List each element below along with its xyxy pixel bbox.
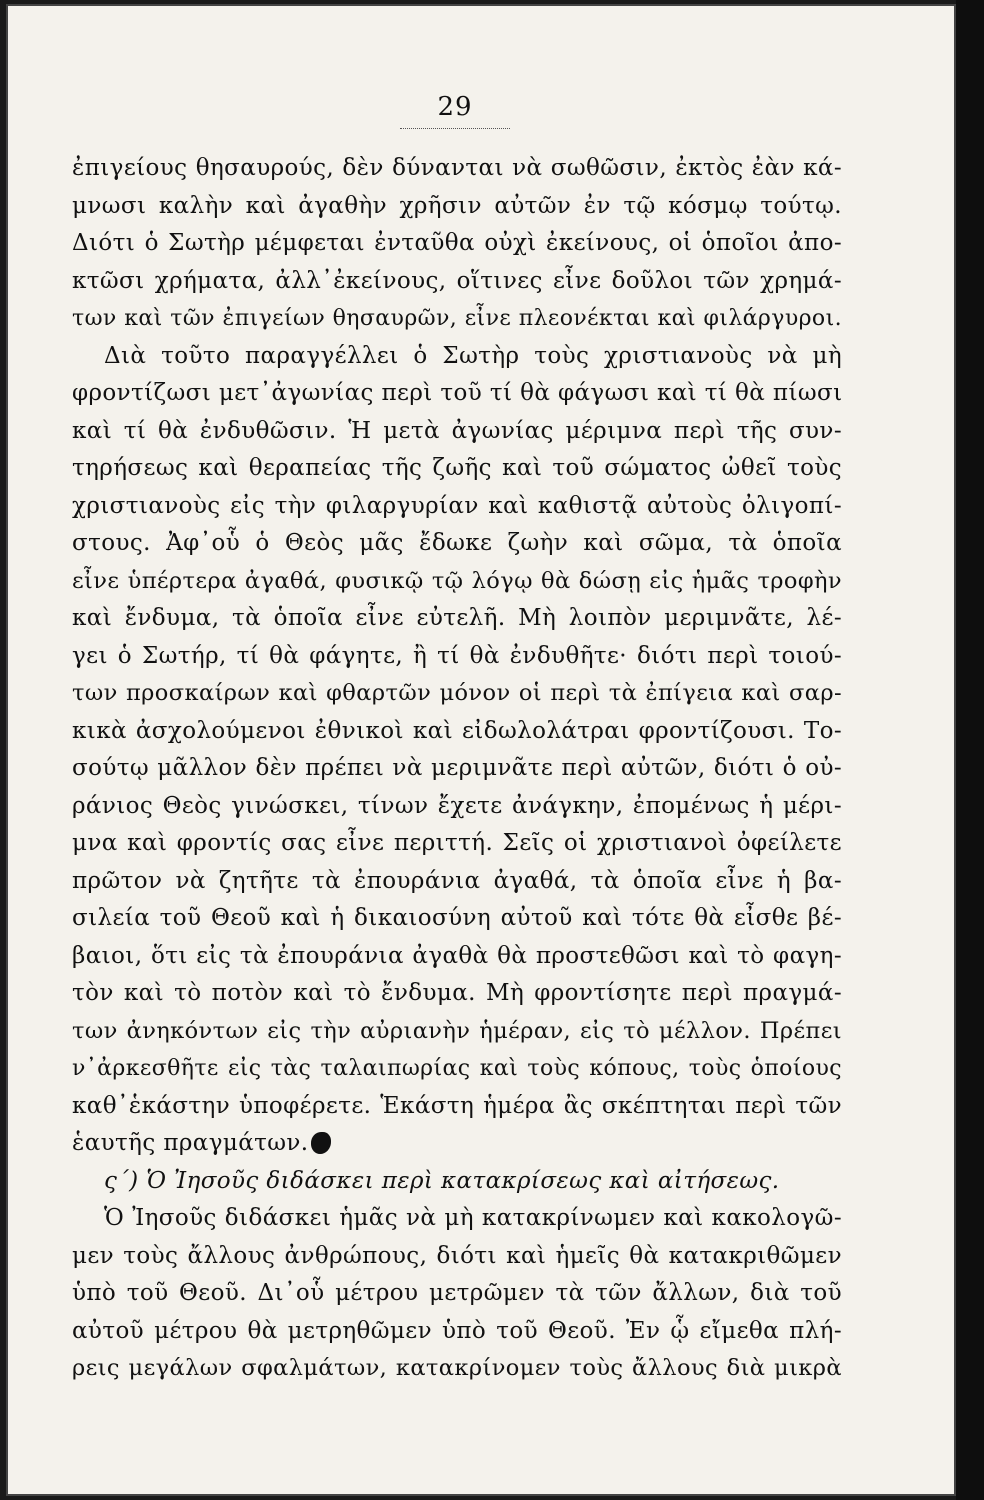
- text-line: καθ᾽ἑκάστην ὑποφέρετε. Ἑκάστη ἡμέρα ἂς σκέπτηται περὶ τῶν: [72, 1092, 842, 1119]
- text-line: μεν τοὺς ἄλλους ἀνθρώπους, διότι καὶ ἡμεῖς θὰ κατακριθῶμεν: [72, 1242, 842, 1269]
- page-number-rule: [400, 128, 510, 129]
- text-line: κικὰ ἀσχολούμενοι ἐθνικοὶ καὶ εἰδωλολάτραι φροντίζουσι. Το-: [72, 717, 842, 744]
- text-line: των ἀνηκόντων εἰς τὴν αὐριανὴν ἡμέραν, εἰς τὸ μέλλον. Πρέπει: [72, 1017, 842, 1044]
- text-line: σιλεία τοῦ Θεοῦ καὶ ἡ δικαιοσύνη αὐτοῦ καὶ τότε θὰ εἶσθε βέ-: [72, 905, 842, 931]
- text-line: σούτῳ μᾶλλον δὲν πρέπει νὰ μεριμνᾶτε περὶ αὐτῶν, διότι ὁ οὐ-: [72, 755, 842, 781]
- text-line: Ὁ Ἰησοῦς διδάσκει ἡμᾶς νὰ μὴ κατακρίνωμεν καὶ κακολογῶ-: [104, 1205, 842, 1231]
- scan-dark-edge: [956, 0, 984, 1500]
- text-line: μνα καὶ φροντίς σας εἶνε περιττή. Σεῖς οἱ χριστιανοὶ ὀφείλετε: [72, 830, 842, 856]
- text-line: ρεις μεγάλων σφαλμάτων, κατακρίνομεν τοὺς ἄλλους διὰ μικρὰ: [72, 1355, 842, 1381]
- text-line: ὑπὸ τοῦ Θεοῦ. Δι᾽οὗ μέτρου μετρῶμεν τὰ τῶν ἄλλων, διὰ τοῦ: [72, 1280, 842, 1306]
- text-line: Διότι ὁ Σωτὴρ μέμφεται ἐνταῦθα οὐχὶ ἐκείνους, οἱ ὁποῖοι ἀπο-: [72, 230, 842, 256]
- text-line-end-text: ἑαυτῆς πραγμάτων.: [72, 1130, 309, 1156]
- text-line: κτῶσι χρήματα, ἀλλ᾽ἐκείνους, οἵτινες εἶνε δοῦλοι τῶν χρημά-: [72, 267, 842, 294]
- text-line: ράνιος Θεὸς γινώσκει, τίνων ἔχετε ἀνάγκην, ἐπομένως ἡ μέρι-: [72, 792, 842, 819]
- text-line: των προσκαίρων καὶ φθαρτῶν μόνον οἱ περὶ τὰ ἐπίγεια καὶ σαρ-: [72, 680, 842, 706]
- section-heading: ς΄) Ὁ Ἰησοῦς διδάσκει περὶ κατακρίσεως καὶ αἰτήσεως.: [104, 1167, 780, 1194]
- text-line: καὶ ἔνδυμα, τὰ ὁποῖα εἶνε εὐτελῆ. Μὴ λοιπὸν μεριμνᾶτε, λέ-: [72, 605, 842, 631]
- text-line: μνωσι καλὴν καὶ ἀγαθὴν χρῆσιν αὐτῶν ἐν τῷ κόσμῳ τούτῳ.: [72, 192, 842, 219]
- page-number: 29: [437, 92, 473, 122]
- text-line: εἶνε ὑπέρτερα ἀγαθά, φυσικῷ τῷ λόγῳ θὰ δώσῃ εἰς ἡμᾶς τροφὴν: [72, 567, 842, 594]
- text-line: καὶ τί θὰ ἐνδυθῶσιν. Ἡ μετὰ ἀγωνίας μέριμνα περὶ τῆς συν-: [72, 417, 842, 444]
- text-line: φροντίζωσι μετ᾽ἀγωνίας περὶ τοῦ τί θὰ φάγωσι καὶ τί θὰ πίωσι: [72, 380, 843, 406]
- text-line: χριστιανοὺς εἰς τὴν φιλαργυρίαν καὶ καθιστᾷ αὐτοὺς ὀλιγοπί-: [72, 492, 842, 519]
- text-line: τὸν καὶ τὸ ποτὸν καὶ τὸ ἔνδυμα. Μὴ φροντίσητε περὶ πραγμά-: [72, 980, 842, 1006]
- text-line: Διὰ τοῦτο παραγγέλλει ὁ Σωτὴρ τοὺς χριστιανοὺς νὰ μὴ: [104, 342, 842, 369]
- text-line-end: [72, 1125, 842, 1163]
- text-line: ν᾽ἀρκεσθῆτε εἰς τὰς ταλαιπωρίας καὶ τοὺς κόπους, τοὺς ὁποίους: [72, 1056, 842, 1081]
- ink-blot: [311, 1132, 331, 1154]
- text-line: των καὶ τῶν ἐπιγείων θησαυρῶν, εἶνε πλεονέκται καὶ φιλάργυροι.: [72, 306, 842, 331]
- text-line: αὐτοῦ μέτρου θὰ μετρηθῶμεν ὑπὸ τοῦ Θεοῦ. Ἐν ᾧ εἴμεθα πλή-: [72, 1317, 842, 1344]
- text-line: γει ὁ Σωτήρ, τί θὰ φάγητε, ἢ τί θὰ ἐνδυθῆτε· διότι περὶ τοιού-: [72, 642, 842, 669]
- text-line: βαιοι, ὅτι εἰς τὰ ἐπουράνια ἀγαθὰ θὰ προστεθῶσι καὶ τὸ φαγη-: [72, 942, 842, 969]
- text-line: στους. Ἀφ᾽οὗ ὁ Θεὸς μᾶς ἔδωκε ζωὴν καὶ σῶμα, τὰ ὁποῖα: [72, 530, 842, 556]
- text-line: τηρήσεως καὶ θεραπείας τῆς ζωῆς καὶ τοῦ σώματος ὠθεῖ τοὺς: [72, 455, 842, 481]
- text-line: πρῶτον νὰ ζητῆτε τὰ ἐπουράνια ἀγαθά, τὰ ὁποῖα εἶνε ἡ βα-: [72, 867, 842, 894]
- body-text: [72, 150, 842, 1388]
- text-line: ἐπιγείους θησαυρούς, δὲν δύνανται νὰ σωθῶσιν, ἐκτὸς ἐὰν κά-: [72, 155, 842, 181]
